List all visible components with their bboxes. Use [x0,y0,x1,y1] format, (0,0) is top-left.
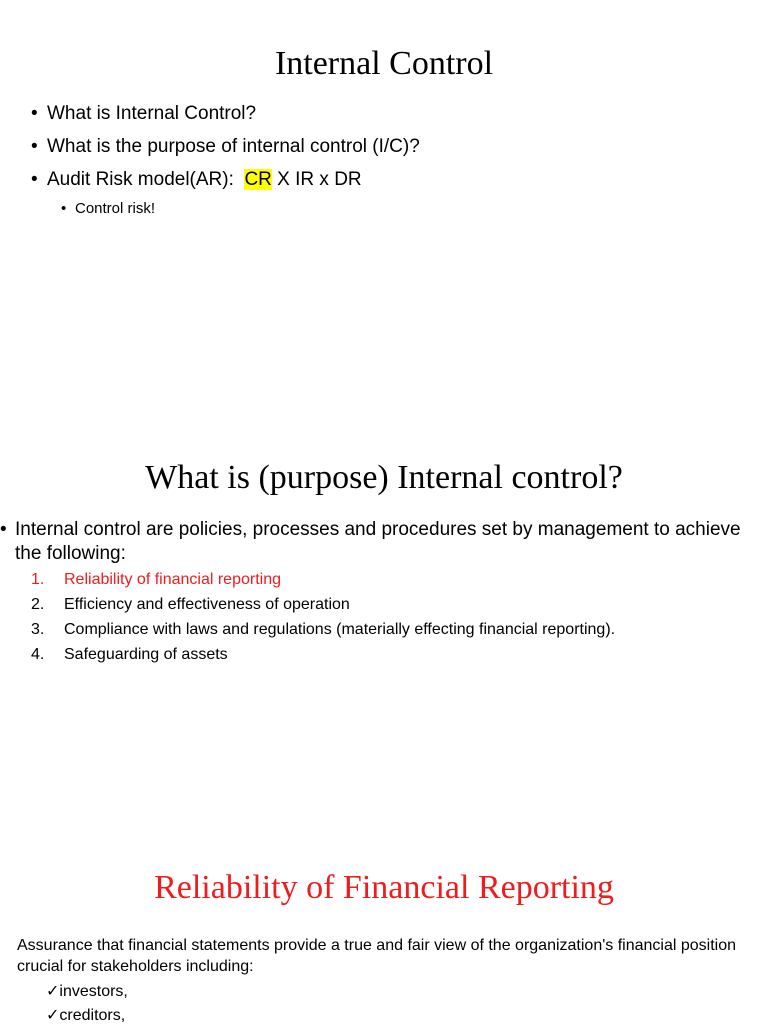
slide1-bullet-3 [31,168,362,192]
slide1-bullet-2 [31,135,420,159]
slide3-title: Reliability of Financial Reporting [154,869,614,906]
check-text: creditors, [59,1007,126,1024]
bullet-dot-icon: • [31,169,38,190]
list-item-3 [31,619,615,641]
sub-bullet-text: Control risk! [75,200,156,217]
bullet-dot-icon: • [61,200,67,217]
slide1-sub-bullet [61,199,155,219]
check-icon: ✓ [46,1007,60,1024]
check-icon: ✓ [46,983,60,1000]
list-text: Efficiency and effectiveness of operation [64,596,350,613]
slide2-main-bullet [0,518,760,566]
bullet-dot-icon: • [31,136,38,157]
list-item-2 [31,594,350,616]
list-item-4 [31,644,228,666]
bullet-dot-icon: • [0,519,7,540]
list-number: 1. [31,571,45,588]
list-text: Reliability of financial reporting [64,571,281,588]
slide3-body-text: Assurance that financial statements provide a true and fair view of the organization's financial position crucial for stakeholders including: [17,937,737,975]
bullet-dot-icon: • [31,103,38,124]
slide1-bullet-1 [31,102,256,126]
check-item-creditors [46,1005,125,1024]
list-text: Compliance with laws and regulations (materially effecting financial reporting). [64,621,616,638]
slide2-title: What is (purpose) Internal control? [145,459,623,496]
bullet-text-suffix: X IR x DR [271,169,362,190]
slide1-title: Internal Control [274,45,494,82]
list-number: 4. [31,646,45,663]
check-item-investors [46,981,128,1002]
bullet-text: What is Internal Control? [47,103,257,124]
bullet-text-prefix: Audit Risk model(AR): [47,169,245,190]
check-text: investors, [59,983,128,1000]
list-item-1 [31,569,281,591]
bullet-text: What is the purpose of internal control (I/C)? [47,136,420,157]
main-bullet-text: Internal control are policies, processes and procedures set by management to achieve the following: [15,519,741,564]
highlighted-cr: CR [244,169,272,190]
list-text: Safeguarding of assets [64,646,228,663]
list-number: 3. [31,621,45,638]
list-number: 2. [31,596,45,613]
